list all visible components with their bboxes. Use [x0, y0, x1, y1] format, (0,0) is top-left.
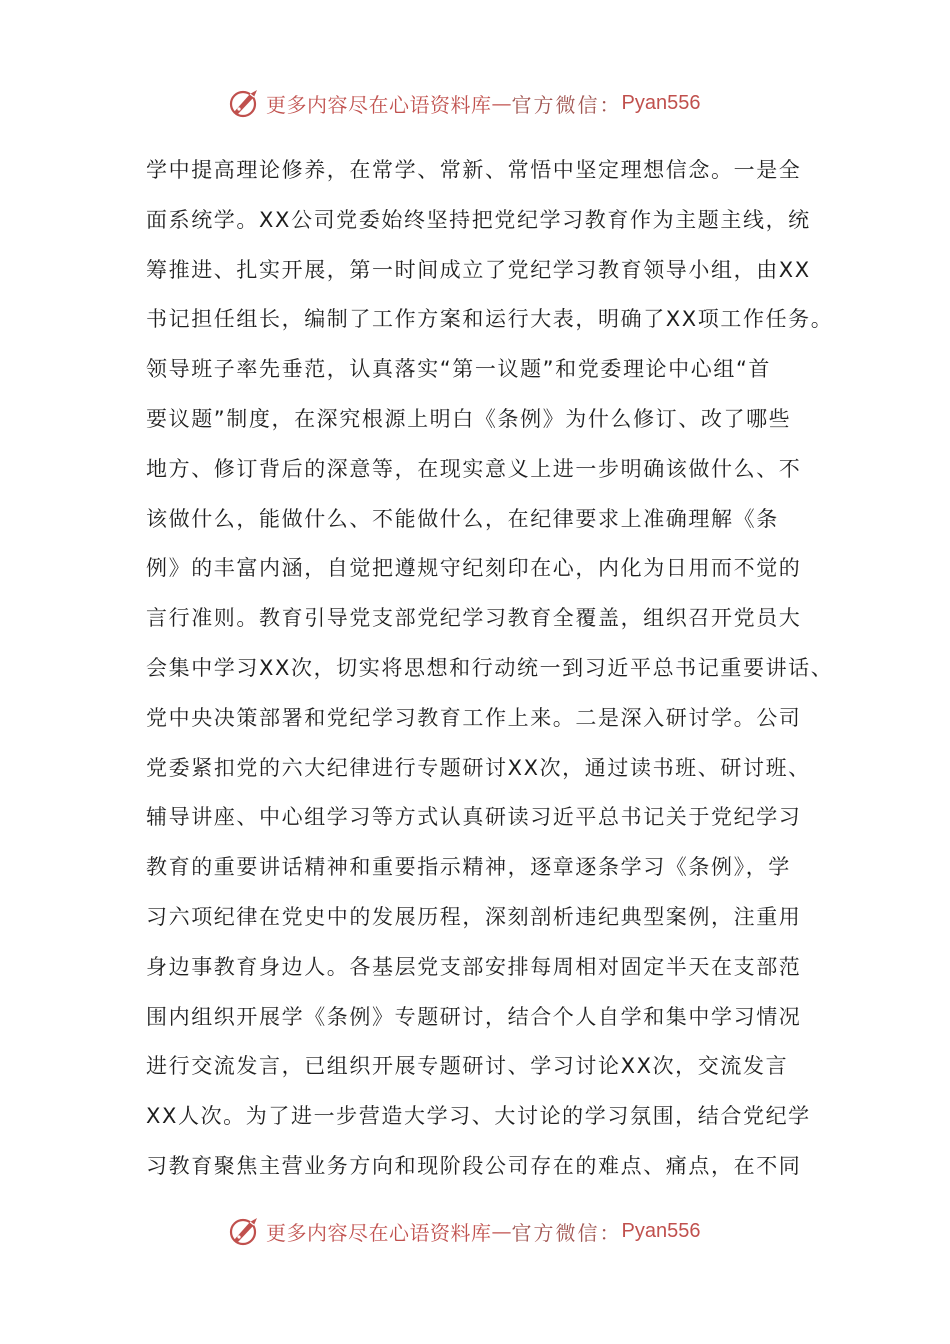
text-line: 学中提高理论修养，在常学、常新、常悟中坚定理想信念。一是全 — [146, 158, 802, 182]
text-line: 党中央决策部署和党纪学习教育工作上来。二是深入研讨学。公司 — [146, 705, 802, 730]
text-line: 辅导讲座、中心组学习等方式认真研读习近平总书记关于党纪学习 — [146, 805, 802, 830]
text-line: 习六项纪律在党史中的发展历程，深刻剖析违纪典型案例，注重用 — [146, 904, 802, 929]
text-line: 书记担任组长，编制了工作方案和运行大表，明确了XX项工作任务。 — [146, 307, 834, 332]
text-line: 党委紧扣党的六大纪律进行专题研讨XX次，通过读书班、研讨班、 — [146, 755, 811, 780]
text-line: 教育的重要讲话精神和重要指示精神，逐章逐条学习《条例》，学 — [146, 855, 791, 880]
text-line: 领导班子率先垂范，认真落实“第一议题”和党委理论中心组“首 — [146, 357, 772, 382]
text-line: 言行准则。教育引导党支部党纪学习教育全覆盖，组织召开党员大 — [146, 606, 802, 631]
text-line: 地方、修订背后的深意等，在现实意义上进一步明确该做什么、不 — [146, 456, 802, 481]
watermark-site-text: 更多内容尽在心语资料库 — [266, 92, 492, 117]
watermark-separator: — — [491, 1219, 512, 1243]
pen-nib-logo-icon — [228, 1214, 262, 1248]
watermark-wechat-label: 官方微信： — [511, 1220, 622, 1245]
text-line: 围内组织开展学《条例》专题研讨，结合个人自学和集中学习情况 — [146, 1004, 802, 1029]
text-line: 例》的丰富内涵，自觉把遵规守纪刻印在心，内化为日用而不觉的 — [146, 556, 802, 581]
text-line: 身边事教育身边人。各基层党支部安排每周相对固定半天在支部范 — [146, 954, 802, 979]
text-line: 进行交流发言，已组织开展专题研讨、学习讨论XX次，交流发言 — [146, 1054, 789, 1079]
watermark-wechat-label: 官方微信： — [511, 92, 622, 117]
pen-nib-logo-icon — [228, 86, 262, 120]
document-body — [146, 146, 836, 1192]
text-line: 要议题”制度，在深究根源上明白《条例》为什么修订、改了哪些 — [146, 406, 792, 431]
text-line: 习教育聚焦主营业务方向和现阶段公司存在的难点、痛点，在不同 — [146, 1153, 802, 1178]
watermark-separator: — — [491, 91, 512, 115]
text-line: 该做什么，能做什么、不能做什么，在纪律要求上准确理解《条 — [146, 506, 779, 531]
text-line: 会集中学习XX次，切实将思想和行动统一到习近平总书记重要讲话、 — [146, 655, 834, 680]
text-line: 面系统学。XX公司党委始终坚持把党纪学习教育作为主题主线，统 — [146, 207, 811, 232]
header-watermark — [228, 83, 700, 123]
watermark-site-text: 更多内容尽在心语资料库 — [266, 1220, 492, 1245]
footer-watermark — [228, 1211, 700, 1251]
text-line: XX人次。为了进一步营造大学习、大讨论的学习氛围，结合党纪学 — [146, 1104, 811, 1129]
text-line: 筹推进、扎实开展，第一时间成立了党纪学习教育领导小组，由XX — [146, 257, 811, 282]
watermark-wechat-id: Pyan556 — [621, 1219, 701, 1242]
watermark-wechat-id: Pyan556 — [621, 91, 701, 114]
